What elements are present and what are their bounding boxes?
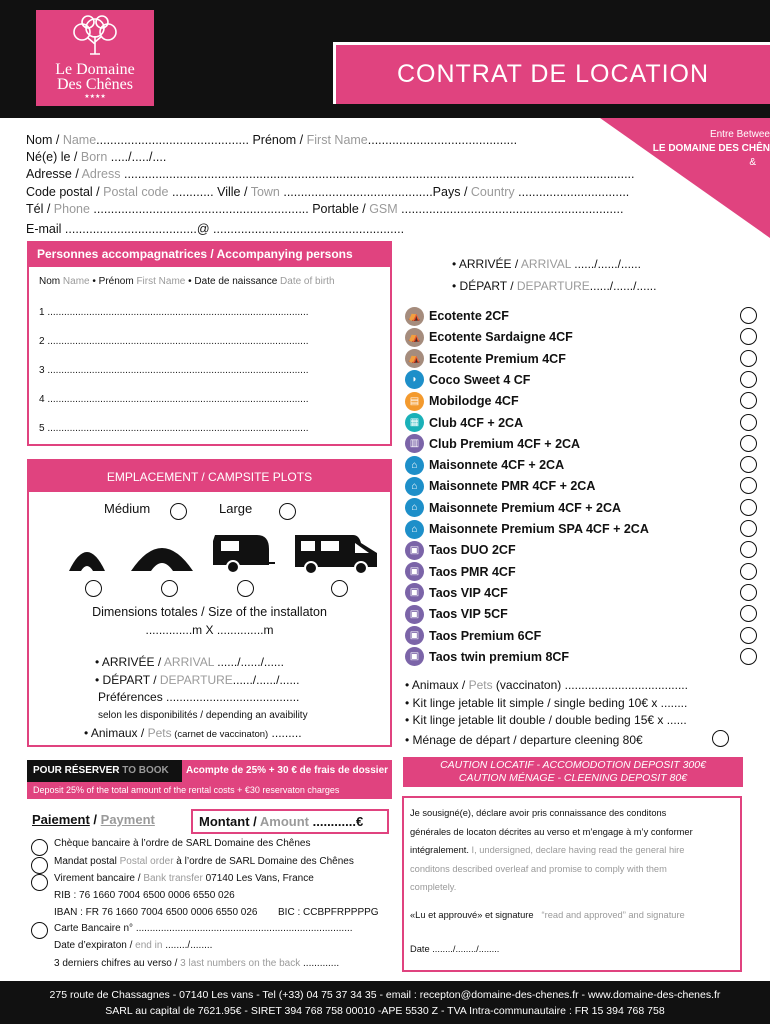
accommodation-radio[interactable] — [740, 307, 757, 324]
expiry-dots: ......../........ — [162, 940, 213, 951]
campsite-departure-dots: ....../....../...... — [232, 673, 300, 687]
card-radio[interactable] — [31, 922, 48, 939]
caravan-icon — [209, 531, 275, 575]
booking-label-fr: POUR RÉSERVER — [33, 765, 123, 776]
accommodation-option[interactable] — [405, 540, 765, 560]
small-tent-icon — [67, 533, 107, 575]
col-prenom: • Prénom — [89, 276, 137, 287]
country-label: ...........................................Pays / — [279, 185, 471, 199]
club-premium-icon: ▥ — [405, 434, 424, 453]
address-dots: ................................................................................................................................................... — [120, 167, 635, 181]
phone-hint: Phone — [53, 202, 90, 216]
accommodation-label: Taos twin premium 8CF — [429, 649, 570, 664]
col-date-hint: Date of birth — [280, 276, 335, 287]
booking-deposit-en: Deposit 25% of the total amount of the rental costs + €30 reservaton charges — [27, 782, 392, 799]
amount-label: Montant / — [199, 814, 260, 829]
campsite-arrival-label: • ARRIVÉE / — [95, 655, 164, 669]
accommodation-radio[interactable] — [740, 584, 757, 601]
large-tent-radio[interactable] — [161, 580, 178, 597]
signature-date-field[interactable]: Date ......../......../........ — [410, 944, 500, 954]
taos-icon: ▣ — [405, 541, 424, 560]
rib-text: RIB : 76 1660 7004 6500 0006 6550 026 — [54, 890, 235, 901]
house-icon: ⌂ — [405, 520, 424, 539]
firstname-dots: ........................................... — [367, 133, 518, 147]
accommodation-radio[interactable] — [740, 392, 757, 409]
accommodation-radio[interactable] — [740, 350, 757, 367]
booking-deposit: Acompte de 25% + 30 € de frais de dossier — [182, 760, 392, 782]
payment-title-fr: Paiement — [32, 812, 90, 827]
logo-stars: ★★★★ — [84, 94, 106, 100]
cvv-hint: 3 last numbers on the back — [180, 958, 301, 969]
between-label: Entre Betwee — [709, 129, 770, 140]
campsite-pets[interactable] — [84, 726, 302, 740]
accommodation-label: Taos DUO 2CF — [429, 543, 516, 558]
camper-van-icon — [291, 529, 381, 577]
booking-label-en: TO BOOK — [122, 765, 169, 776]
campsite-pets-tail: (carnet de vaccinaton) — [171, 729, 269, 740]
accommodation-label: Ecotente Premium 4CF — [429, 351, 566, 366]
accommodation-label: Club 4CF + 2CA — [429, 415, 524, 430]
preferences-field[interactable]: Préférences ........................................ — [98, 690, 300, 704]
declaration-fr3-en1 — [410, 841, 740, 860]
cleaning-line: • Ménage de départ / departure cleening 80€ — [405, 733, 643, 747]
logo — [36, 10, 154, 106]
pets-hint: Pets — [468, 678, 493, 692]
payment-title — [32, 812, 155, 827]
pets-line[interactable] — [405, 678, 688, 692]
accommodation-option[interactable] — [405, 583, 765, 603]
accommodation-radio[interactable] — [740, 648, 757, 665]
small-tent-radio[interactable] — [85, 580, 102, 597]
mobilodge-icon: ▤ — [405, 392, 424, 411]
accommodation-radio[interactable] — [740, 328, 757, 345]
accommodation-option[interactable] — [405, 604, 765, 624]
mandat-tail: à l’ordre de SARL Domaine des Chênes — [173, 856, 354, 867]
postal-field[interactable] — [26, 184, 629, 201]
pets-tail: (vaccinaton) ..................................... — [492, 678, 688, 692]
person-row[interactable]: 3 .............................................................................................. — [39, 365, 309, 376]
address-field[interactable] — [26, 166, 635, 183]
signature-line[interactable] — [410, 906, 740, 925]
expiry-hint: end in — [135, 940, 163, 951]
page-title: CONTRAT DE LOCATION — [333, 42, 770, 104]
accommodation-label: Maisonnete Premium 4CF + 2CA — [429, 500, 622, 515]
accommodation-option[interactable] — [405, 626, 765, 646]
accommodation-radio[interactable] — [740, 541, 757, 558]
accommodation-option[interactable] — [405, 327, 765, 347]
campsite-departure-label: • DÉPART / — [95, 673, 160, 687]
accommodation-label: Maisonnete PMR 4CF + 2CA — [429, 479, 596, 494]
tent-icon: ⛺ — [405, 349, 424, 368]
name-hint: Name — [62, 133, 97, 147]
footer-legal: SARL au capital de 7621.95€ - SIRET 394 768 758 00010 -APE 5530 Z - TVA Intra-communautaire : FR 15 394 768 758 — [105, 1005, 665, 1017]
mandat-radio[interactable] — [31, 857, 48, 874]
signature-label-en: “read and approved” and signature — [541, 909, 685, 920]
accommodation-radio[interactable] — [740, 456, 757, 473]
mandat-label-en: Postal order — [119, 856, 174, 867]
accommodation-option[interactable] — [405, 455, 765, 475]
mobile-dots: ................................................................ — [397, 202, 624, 216]
campsite-arrival-hint: ARRIVAL — [163, 655, 214, 669]
accommodation-arrival[interactable] — [452, 257, 641, 271]
mandat-label — [54, 856, 354, 867]
amount-field[interactable] — [191, 809, 389, 834]
accommodation-radio[interactable] — [740, 371, 757, 388]
postal-hint: Postal code — [103, 185, 169, 199]
accommodation-label: Maisonnete 4CF + 2CA — [429, 458, 565, 473]
virement-label-fr: Virement bancaire / — [54, 873, 144, 884]
arrival-dots: ....../....../...... — [570, 257, 641, 271]
country-dots: ................................ — [514, 185, 630, 199]
col-nom-hint: Name — [62, 276, 90, 287]
birth-dots: ...../...../.... — [107, 150, 167, 164]
col-nom: Nom — [39, 276, 63, 287]
campsite-arrival[interactable] — [95, 655, 284, 669]
card-number-field[interactable]: Carte Bancaire n° .............................................................................. — [54, 923, 353, 934]
taos-icon: ▣ — [405, 605, 424, 624]
col-date: • Date de naissance — [185, 276, 281, 287]
caution-box — [403, 757, 743, 787]
person-row[interactable]: 5 .............................................................................................. — [39, 423, 309, 434]
accommodation-radio[interactable] — [740, 520, 757, 537]
dimensions-label: Dimensions totales / Size of the installaton — [92, 605, 327, 619]
footer — [0, 981, 770, 1024]
pets-label: • Animaux / — [405, 678, 469, 692]
taos-icon: ▣ — [405, 626, 424, 645]
expiry-label: Date d’expiraton / — [54, 940, 136, 951]
campsite-box — [27, 459, 392, 747]
accommodation-label: Maisonnete Premium SPA 4CF + 2CA — [429, 522, 649, 536]
accommodation-label: Taos VIP 5CF — [429, 607, 508, 622]
col-prenom-hint: First Name — [136, 276, 186, 287]
linen-double-line[interactable]: • Kit linge jetable lit double / double beding 15€ x ...... — [405, 713, 687, 727]
amount-hint: Amount — [259, 814, 310, 829]
cleaning-radio[interactable] — [712, 730, 729, 747]
accommodation-radio[interactable] — [740, 477, 757, 494]
accommodation-label: Ecotente 2CF — [429, 309, 509, 323]
accommodation-option[interactable] — [405, 413, 765, 433]
accommodation-option[interactable] — [405, 391, 765, 411]
name-label: Nom / — [26, 133, 63, 147]
bic-text: BIC : CCBPFRPPPPG — [278, 907, 379, 918]
medium-label: Médium — [104, 501, 151, 516]
declaration-fr2: générales de locaton décrites au verso et m’engage à m’y conformer — [410, 826, 693, 837]
large-radio[interactable] — [279, 503, 296, 520]
between-party: LE DOMAINE DES CHÊN — [652, 143, 770, 154]
declaration-en2: conditons described overleaf and promise to comply with them — [410, 863, 667, 874]
logo-name-line1: Le Domaine — [55, 61, 135, 78]
medium-radio[interactable] — [170, 503, 187, 520]
declaration-fr3: intégralement. — [410, 845, 469, 855]
signature-label: «Lu et approuvé» et signature — [410, 909, 534, 920]
person-row[interactable]: 4 .............................................................................................. — [39, 394, 309, 405]
persons-box — [27, 241, 392, 446]
arrival-label: • ARRIVÉE / — [452, 257, 521, 271]
accommodation-option[interactable] — [405, 562, 765, 582]
footer-contact: 275 route de Chassagnes - 07140 Les vans - Tel (+33) 04 75 37 34 35 - email : recepton@domaine-des-chenes.fr - www.domaine-des-chenes.fr — [49, 989, 721, 1001]
virement-tail: 07140 Les Vans, France — [202, 873, 314, 884]
linen-single-line[interactable]: • Kit linge jetable lit simple / single beding 10€ x ........ — [405, 696, 688, 710]
name-field[interactable] — [26, 132, 517, 149]
accommodation-option[interactable] — [405, 476, 765, 496]
between-and: & — [749, 157, 756, 168]
declaration-en1: I, undersigned, declare having read the general hire — [468, 845, 685, 855]
dimensions-field[interactable]: ..............m X ..............m — [145, 623, 274, 637]
phone-label: Tél / — [26, 202, 54, 216]
accommodation-label: Taos PMR 4CF — [429, 564, 516, 579]
accommodation-radio[interactable] — [740, 499, 757, 516]
mobile-hint: GSM — [369, 202, 398, 216]
address-hint: Adress — [81, 167, 121, 181]
accommodation-departure[interactable] — [452, 279, 656, 293]
caravan-radio[interactable] — [237, 580, 254, 597]
person-row[interactable]: 1 .............................................................................................. — [39, 307, 309, 318]
mobile-label: .............................................................. Portable / — [89, 202, 370, 216]
cvv-label: 3 derniers chifres au verso / — [54, 958, 181, 969]
card-expiry-field[interactable] — [54, 940, 212, 951]
preferences-note: selon les disponibilités / depending an avaibility — [98, 710, 308, 721]
campsite-title: EMPLACEMENT / CAMPSITE PLOTS — [29, 461, 390, 492]
booking-label — [27, 760, 182, 782]
accommodation-radio[interactable] — [740, 627, 757, 644]
taos-icon: ▣ — [405, 647, 424, 666]
accommodation-radio[interactable] — [740, 414, 757, 431]
accommodation-option[interactable] — [405, 519, 765, 539]
arrival-hint: ARRIVAL — [520, 257, 571, 271]
taos-icon: ▣ — [405, 583, 424, 602]
town-label: ............ Ville / — [168, 185, 251, 199]
departure-label: • DÉPART / — [452, 279, 517, 293]
name-dots: ............................................ — [96, 133, 249, 147]
departure-dots: ....../....../...... — [589, 279, 657, 293]
caution-line2: CAUTION MÉNAGE - CLEENING DEPOSIT 80€ — [458, 772, 688, 784]
accommodation-radio[interactable] — [740, 605, 757, 622]
accommodation-label: Taos VIP 4CF — [429, 585, 508, 600]
camper-van-radio[interactable] — [331, 580, 348, 597]
payment-title-sep: / — [89, 812, 101, 827]
campsite-arrival-dots: ....../....../...... — [213, 655, 284, 669]
large-label: Large — [219, 501, 253, 516]
payment-title-en: Payment — [100, 812, 155, 827]
campsite-departure-hint: DEPARTURE — [159, 673, 233, 687]
card-cvv-field[interactable] — [54, 958, 339, 969]
declaration-fr1: Je sousigné(e), déclare avoir pris connaissance des conditons — [410, 808, 667, 818]
house-icon: ⌂ — [405, 477, 424, 496]
accommodation-label: Mobilodge 4CF — [429, 394, 519, 409]
virement-radio[interactable] — [31, 874, 48, 891]
house-icon: ⌂ — [405, 498, 424, 517]
logo-name-line2: Des Chênes — [57, 76, 133, 93]
taos-icon: ▣ — [405, 562, 424, 581]
country-hint: Country — [470, 185, 515, 199]
address-label: Adresse / — [26, 167, 82, 181]
iban-text: IBAN : FR 76 1660 7004 6500 0006 6550 026 — [54, 907, 258, 918]
coco-icon: ◗ — [405, 370, 424, 389]
phone-field[interactable] — [26, 201, 623, 218]
tent-icon: ⛺ — [405, 307, 424, 326]
campsite-departure[interactable] — [95, 673, 299, 687]
town-hint: Town — [250, 185, 280, 199]
accommodation-label: Taos Premium 6CF — [429, 628, 542, 643]
birth-label: Né(e) le / — [26, 150, 81, 164]
email-dots: ......................................@ ....................................................... — [64, 222, 405, 236]
large-tent-icon — [129, 529, 195, 575]
house-icon: ⌂ — [405, 456, 424, 475]
person-row[interactable]: 2 .............................................................................................. — [39, 336, 309, 347]
persons-columns — [39, 276, 335, 287]
amount-dots: ............€ — [309, 814, 364, 829]
club-icon: ▦ — [405, 413, 424, 432]
accommodation-radio[interactable] — [740, 563, 757, 580]
campsite-pets-dots: ......... — [268, 726, 302, 740]
accommodation-option[interactable] — [405, 647, 765, 667]
cheque-label: Chèque bancaire à l’ordre de SARL Domaine des Chênes — [54, 838, 311, 849]
virement-label-en: Bank transfer — [143, 873, 203, 884]
firstname-hint: First Name — [306, 133, 368, 147]
caution-line1: CAUTION LOCATIF - ACCOMODOTION DEPOSIT 300€ — [440, 759, 706, 771]
accommodation-option[interactable] — [405, 434, 765, 454]
birth-field[interactable] — [26, 149, 166, 166]
accommodation-label: Club Premium 4CF + 2CA — [429, 436, 581, 451]
accommodation-label: Coco Sweet 4 CF — [429, 372, 531, 387]
firstname-label: Prénom / — [248, 133, 307, 147]
campsite-pets-hint: Pets — [147, 726, 172, 740]
email-label: E-mail — [26, 222, 65, 236]
declaration-box — [402, 796, 742, 972]
accommodation-label: Ecotente Sardaigne 4CF — [429, 330, 573, 345]
campsite-pets-label: • Animaux / — [84, 726, 148, 740]
oak-tree-icon — [60, 14, 130, 58]
accommodation-option[interactable] — [405, 306, 765, 326]
postal-label: Code postal / — [26, 185, 104, 199]
tent-icon: ⛺ — [405, 328, 424, 347]
departure-hint: DEPARTURE — [516, 279, 590, 293]
mandat-label-fr: Mandat postal — [54, 856, 120, 867]
accommodation-option[interactable] — [405, 370, 765, 390]
persons-title: Personnes accompagnatrices / Accompanying persons — [29, 243, 390, 267]
cheque-radio[interactable] — [31, 839, 48, 856]
declaration-en3: completely. — [410, 882, 457, 892]
virement-label — [54, 873, 314, 884]
birth-hint: Born — [80, 150, 108, 164]
cvv-dots: ............. — [300, 958, 340, 969]
email-field[interactable] — [26, 221, 404, 238]
accommodation-radio[interactable] — [740, 435, 757, 452]
between-block — [653, 128, 770, 170]
accommodation-option[interactable] — [405, 349, 765, 369]
accommodation-option[interactable] — [405, 498, 765, 518]
